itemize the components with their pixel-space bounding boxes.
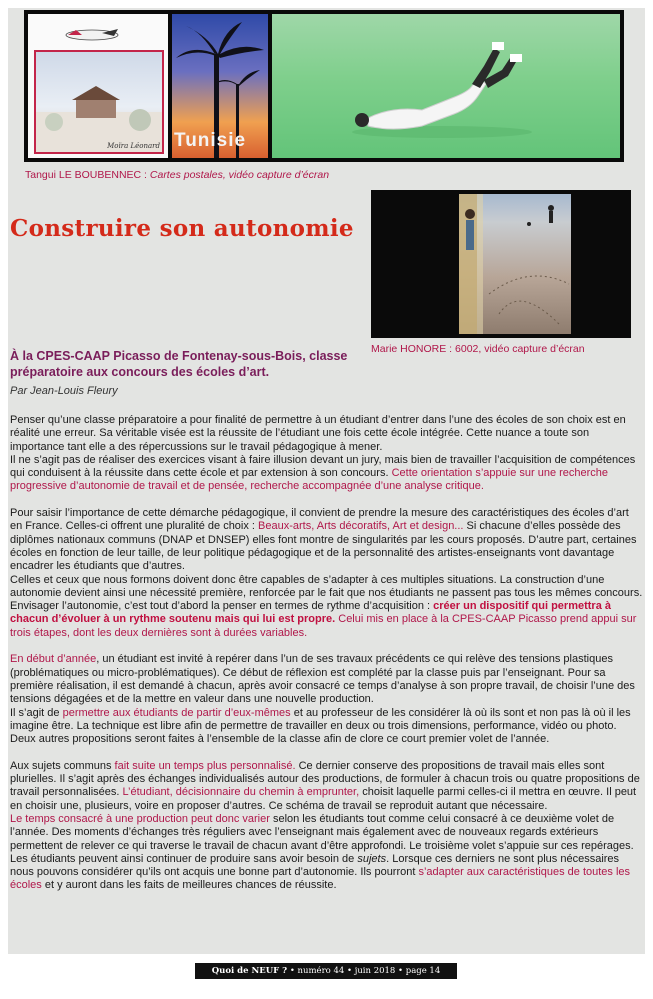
postcard-landscape xyxy=(36,52,162,152)
highlight-text: permettre aux étudiants de partir d’eux-mêmes xyxy=(62,706,291,719)
highlight-text: s’adapter aux caractéristiques de toutes les écoles xyxy=(10,866,631,892)
text-run: Pour saisir l’importance de cette démarche pédagogique, il convient de prendre la mesure des caractéristiques des écoles d’art en France. Celles-ci offrent une pluralité de choix : xyxy=(10,507,629,533)
text-run: Penser qu’une classe préparatoire a pour finalité de permettre à un étudiant d’entrer dans l’une des écoles de son choix est en réalité une erreur. Sa véritable visée est la réussite de l’étudiant une fois cette école intégrée. Cette nuance a toute son importance tant elle a des répercussions sur le travail pédagogique à mener. xyxy=(10,414,626,453)
reclining-person-figure xyxy=(272,14,620,158)
text-run: Ce dernier conserve des propositions de travail mais elles sont plurielles. Il s’agit après des échanges individualisés autour des productions, de formuler à chacun trois ou quatre propositions de travail personnalisées. xyxy=(10,759,640,799)
postcard-image-1 xyxy=(28,14,168,158)
text-run: Celles et ceux que nous formons doivent donc être capables de s’adapter à ces multiples situations. La construction d’une autonomie devient ainsi une nécessité première, renforcée par le fait que nos étudiants ne passent pas tous les mêmes concours. Envisager l’autonomie, c’est tout d’abord la penser en termes de rythme d’acquisition : xyxy=(10,573,643,613)
text-run: choisit laquelle parmi celles-ci il mettra en œuvre. Il peut en choisir une, plusieurs, voire en proposer d’autres. Ce schéma de travail se reproduit autant que nécessaire. xyxy=(10,786,637,812)
text-run: Aux sujets communs xyxy=(10,759,115,772)
italic-text: sujets xyxy=(357,852,387,865)
figure-postcards-video xyxy=(24,10,624,162)
article-lead: À la CPES-CAAP Picasso de Fontenay-sous-Bois, classe préparatoire aux concours des écoles d’art. xyxy=(10,349,348,379)
emphasis-text: créer un dispositif qui permettra à chacun d’évoluer à un rythme soutenu mais qui lui est propre. xyxy=(10,600,611,626)
figure1-caption-description: Cartes postales, vidéo capture d’écran xyxy=(149,169,330,181)
page-footer xyxy=(195,963,457,979)
tunisia-label: Tunisie xyxy=(174,130,247,151)
text-run: Si chacune d’elles possède des diplômes nationaux communs (DNAP et DNSEP) elles font montre de singularités par les cours proposés. D’autre part, certaines écoles en fonction de leur taille, de leur politique pédagogique et de la personnalité des artistes-enseignants vont davantage encadrer les étudiants que d’autres. xyxy=(10,520,637,573)
figure2-caption: Marie HONORE : 6002, vidéo capture d’écran xyxy=(371,343,585,355)
highlight-text: Cette orientation s’appuie sur une recherche progressive d’autonomie de travail et de pensée, recherche accompagnée d’une analyse critique. xyxy=(10,467,609,493)
paragraph-4 xyxy=(10,760,643,893)
paragraph-3 xyxy=(10,653,643,746)
footer-details: • numéro 44 • juin 2018 • page 14 xyxy=(287,966,441,976)
figure1-caption xyxy=(25,169,329,181)
desert-figures-illustration xyxy=(459,194,571,334)
figure-video-capture-desert xyxy=(371,190,631,338)
desert-video-frame xyxy=(459,194,571,334)
article-byline: Par Jean-Louis Fleury xyxy=(10,385,118,397)
text-run: et y auront dans les faits de meilleures chances de réussite. xyxy=(41,879,337,892)
text-run: selon les étudiants tout comme celui consacré à ce deuxième volet de l’année. Des moments d’échanges très réguliers avec l’enseignant mais également avec de nouveaux regards extérieurs permettent de relever ce qui traverse le travail de chacun avant d’être approfondi. Le troisième volet s’appuie sur ces repérages. Les étudiants peuvent ainsi continuer de produire sans avoir besoin de xyxy=(10,812,634,865)
highlight-text: Le temps consacré à une production peut donc varier xyxy=(10,812,270,825)
highlight-text: En début d’année xyxy=(10,653,97,666)
video-capture-green-screen xyxy=(272,14,620,158)
text-run: et au professeur de les considérer là où ils sont et non pas là où il les imagine être. La technique est libre afin de permettre de travailler en deux ou trois dimensions, performance, vidéo ou photo. Deux autres propositions seront faites à l’ensemble de la classe afin de clore ce court premier volet de l’année. xyxy=(10,706,631,746)
article-title: Construire son autonomie xyxy=(10,215,354,242)
postcard-image-tunisia xyxy=(172,14,268,158)
text-run: . Lorsque ces derniers ne sont plus nécessaires nous pouvons considérer qu’ils ont acquis une bonne part d’autonomie. Ils pourront xyxy=(10,852,620,879)
text-run: , un étudiant est invité à repérer dans l’un de ses travaux précédents ce qui relève des tensions plastiques (problématiques ou micro-problématiques). Ce début de réflexion est complété par la classe puis par l’enseignant. Pour sa première réalisation, il est demandé à chacun, après avoir consacré ce temps d’analyse à son propre travail, de choisir l’une des tensions dégagées et de la mettre en valeur dans une nouvelle production. xyxy=(10,653,635,706)
highlight-text: Beaux-arts, Arts décoratifs, Art et design... xyxy=(258,520,464,533)
text-run: Il ne s’agit pas de réaliser des exercices visant à faire illusion devant un jury, mais bien de travailler l’acquisition de compétences qui conduisent à la réussite dans cette école et par extension à son concours. xyxy=(10,453,636,480)
text-run: Il s’agit de xyxy=(10,706,63,719)
footer-publication: Quoi de NEUF ? xyxy=(211,966,288,976)
highlight-text: L’étudiant, décisionnaire du chemin à emprunter, xyxy=(122,786,360,799)
floating-figure-illustration xyxy=(62,26,122,44)
article-body xyxy=(10,414,643,906)
paragraph-1 xyxy=(10,414,643,494)
highlight-text: Celui mis en place à la CPES-CAAP Picasso prend appui sur trois étapes, dont les deux dernières sont à durées variables. xyxy=(10,613,637,639)
figure1-caption-author: Tangui LE BOUBENNEC : xyxy=(25,169,150,181)
postcard-signature: Moïra Léonard xyxy=(107,142,160,150)
highlight-text: fait suite un temps plus personnalisé. xyxy=(114,759,296,772)
paragraph-2 xyxy=(10,507,643,640)
postcard-frame xyxy=(34,50,164,154)
